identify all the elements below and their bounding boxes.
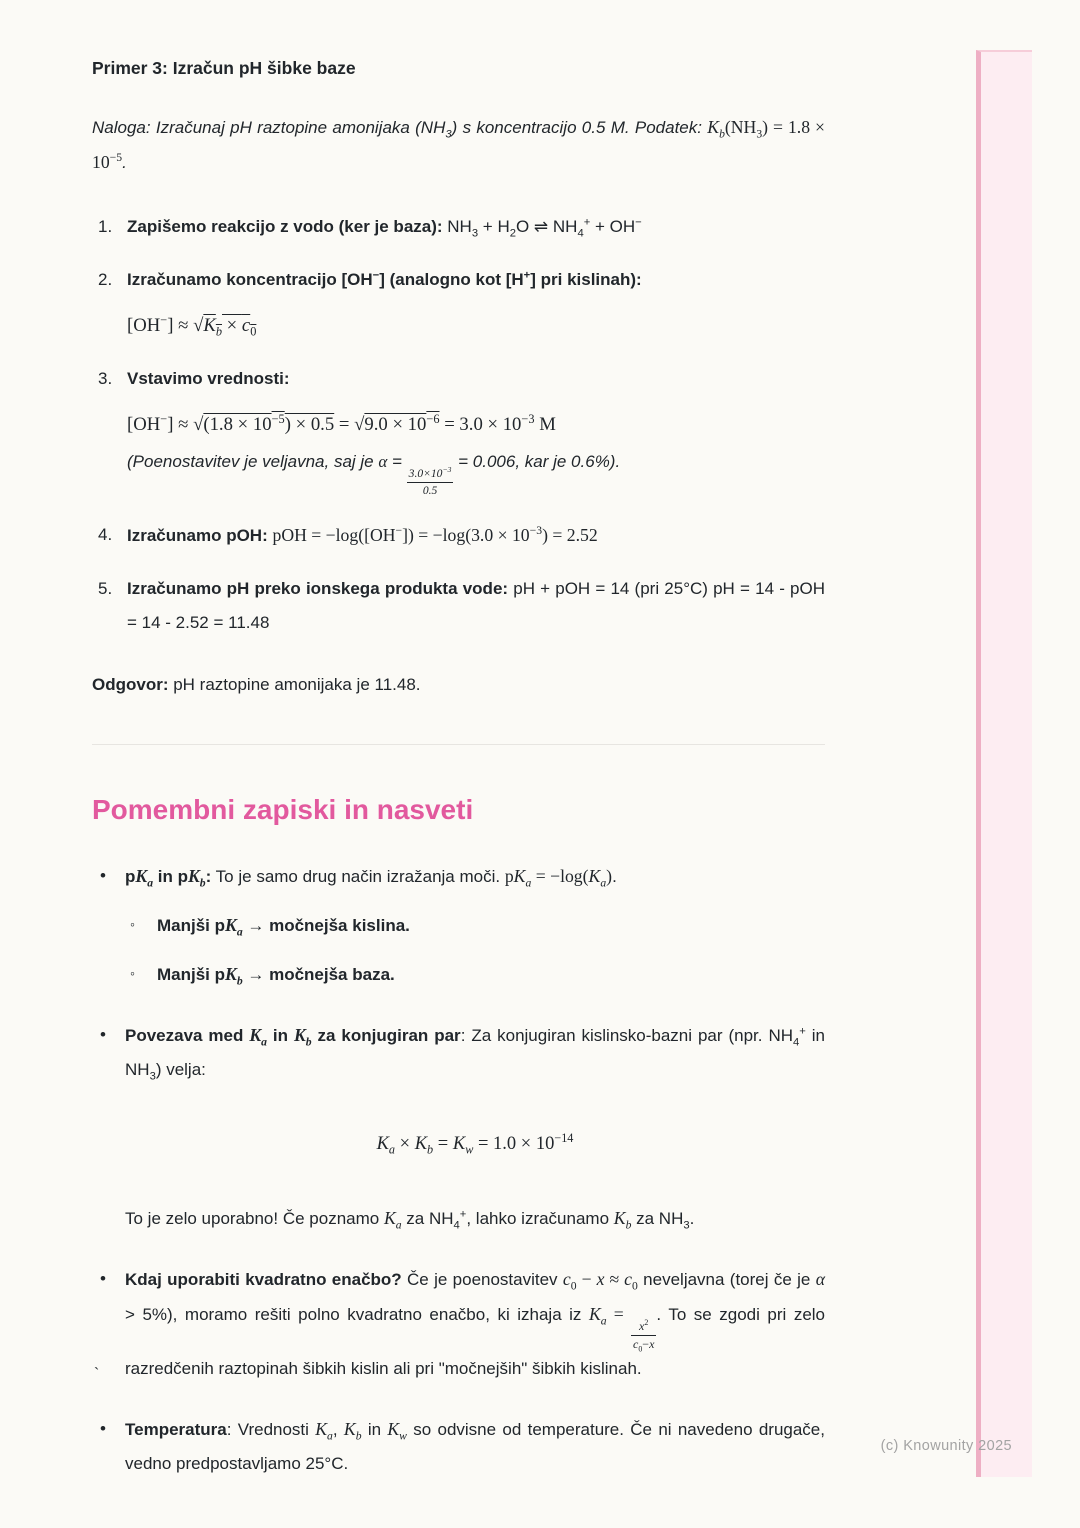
bullet-marker: • — [100, 865, 106, 885]
step-text: Zapišemo reakcijo z vodo (ker je baza): $NH_3 + H_2O$ ⇌ $NH_4^+ + OH^-$ — [127, 216, 642, 240]
bullet-followup-text: To je zelo uporabno! Če poznamo $K_a$ za $NH_4^+$, lahko izračunamo $K_b$ za $NH_3$. — [125, 1207, 695, 1232]
bullet-text: $pK_a$ in $pK_b$: To je samo drug način izražanja moči. $pK_a = -\log(K_a)$. — [125, 865, 617, 890]
document-page — [92, 56, 825, 1507]
equation-ka-kb-kw: $K_a \times K_b = K_w = 1.0 \times 10^{-14}$ — [376, 1130, 574, 1157]
step-number: 2. — [98, 270, 113, 289]
equation-oh-value: $[OH^-] \approx √(1.8 \times 10^{-5}) \times 0.5 = √9.0 \times 10^{-6} = 3.0 \times 10^{-3}$ M — [127, 411, 556, 435]
equation-oh-approx: $[OH^-] \approx √K_b \times c_0$ — [127, 312, 257, 339]
step-text: Izračunamo koncentracijo [OH−] (analogno kot [H+] pri kislinah): — [127, 269, 642, 289]
sub-bullet-marker: ◦ — [130, 915, 135, 932]
bullet-text: Povezava med $K_a$ in $K_b$ za konjugiran par: Za konjugiran kislinsko-bazni par (npr. $NH_4^+$ in $NH_3$) velja: — [125, 1024, 825, 1082]
bullet-marker: • — [100, 1268, 106, 1288]
bullet-item-pka-pkb — [92, 859, 825, 992]
sub-bullet-pkb — [125, 957, 825, 992]
answer-line: Odgovor: pH raztopine amonijaka je 11.48. — [92, 674, 421, 694]
step-number: 3. — [98, 369, 113, 388]
step-number: 1. — [98, 217, 113, 236]
notes-section-heading: Pomembni zapiski in nasveti — [92, 793, 474, 825]
solution-steps-list — [92, 210, 825, 640]
stray-backtick-char: ` — [94, 1366, 100, 1383]
footer-credit: (c) Knowunity 2025 — [880, 1438, 1012, 1454]
step-number: 5. — [98, 578, 113, 598]
sub-bullet-marker: ◦ — [130, 964, 135, 981]
step-text: Vstavimo vrednosti: — [127, 369, 290, 388]
sub-bullet-pka — [125, 908, 825, 943]
page-title: Primer 3: Izračun pH šibke baze — [92, 58, 356, 78]
step-item-1 — [92, 210, 825, 244]
simplification-note: (Poenostavitev je veljavna, saj je α = $\frac{3.0\times 10^{-3}}{0.5}$ = 0.006, kar je 0.6%). — [127, 452, 621, 497]
decorative-side-band — [976, 50, 1032, 1477]
bullet-text: Kdaj uporabiti kvadratno enačbo? Če je poenostavitev $c_0 - x \approx c_0$ neveljavna (torej če je α > 5%), moramo rešiti polno kvadratno enačbo, ki izhaja iz $K_a$ = $\frac{x^2}{c_0-x}$ . To se zgodi pri zelo razredčenih raztopinah šibkih kislin ali pri "močnejših" šibkih kislinah. — [125, 1268, 826, 1378]
bullet-item-temperature — [92, 1412, 825, 1481]
bullet-marker: • — [100, 1418, 106, 1438]
step-item-4 — [92, 518, 825, 553]
section-divider — [92, 744, 825, 745]
step-text: Izračunamo pOH: pOH = $-\log([OH^-]) = -\log(3.0 \times 10^{-3}) = 2.52$ — [127, 523, 598, 545]
sub-bullet-text: Manjši $pK_a$ → močnejša kislina. — [157, 914, 410, 939]
step-text: Izračunamo pH preko ionskega produkta vode: pH + pOH = 14 (pri 25°C) pH = 14 - pOH = 14 - 2.52 = 11.48 — [127, 578, 825, 632]
task-paragraph: Naloga: Izračunaj pH raztopine amonijaka $(NH_3)$ s koncentracijo 0.5 M. Podatek: $K_b(NH_3) = 1.8 \times 10^{-5}$. — [92, 117, 825, 172]
bullet-item-conjugate-pair — [92, 1018, 825, 1236]
step-number: 4. — [98, 524, 113, 544]
bullet-marker: • — [100, 1024, 106, 1044]
sub-bullet-text: Manjši $pK_b$ → močnejša baza. — [157, 963, 395, 988]
step-item-3 — [92, 362, 825, 499]
bullet-text: Temperatura: Vrednosti $K_a$, $K_b$ in $K_w$ so odvisne od temperature. Če ni navedeno drugače, vedno predpostavljamo 25°C. — [125, 1418, 825, 1473]
step-item-5 — [92, 572, 825, 640]
notes-bullet-list — [92, 859, 825, 1481]
bullet-item-quadratic — [92, 1262, 825, 1386]
step-item-2 — [92, 263, 825, 343]
